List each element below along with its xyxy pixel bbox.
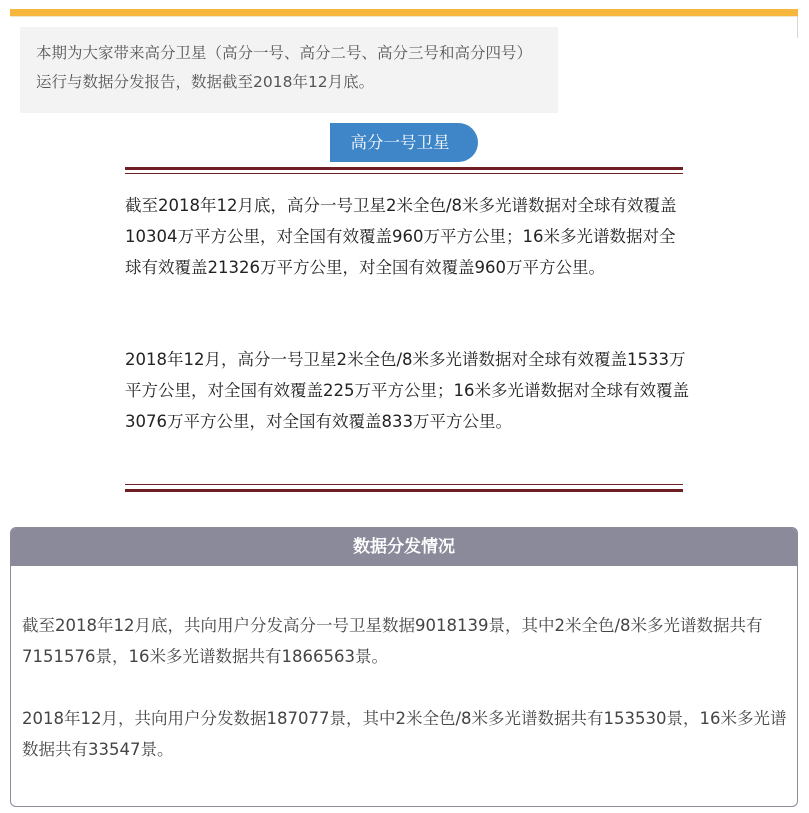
section-bottom-rule-thick	[125, 489, 683, 492]
intro-box	[20, 27, 558, 113]
section-bottom-rule-thin	[125, 484, 683, 485]
coverage-paragraph-cumulative: 截至2018年12月底，高分一号卫星2米全色/8米多光谱数据对全球有效覆盖10304万平方公里，对全国有效覆盖960万平方公里；16米多光谱数据对全球有效覆盖21326万平方公里，对全国有效覆盖960万平方公里。	[125, 196, 677, 277]
section-tab-gaofen-1	[330, 123, 478, 162]
section-top-rule-thick	[125, 167, 683, 170]
distribution-title: 数据分发情况	[353, 537, 455, 557]
section-top-rule-thin	[125, 173, 683, 174]
intro-text: 本期为大家带来高分卫星（高分一号、高分二号、高分三号和高分四号）运行与数据分发报告，数据截至2018年12月底。	[36, 44, 533, 91]
distribution-card-header	[11, 528, 797, 566]
distribution-paragraph-monthly: 2018年12月，共向用户分发数据187077景，其中2米全色/8米多光谱数据共有153530景，16米多光谱数据共有33547景。	[22, 709, 787, 759]
right-edge-divider	[797, 16, 798, 38]
section-tab-label: 高分一号卫星	[350, 133, 450, 152]
distribution-paragraph-cumulative: 截至2018年12月底，共向用户分发高分一号卫星数据9018139景，其中2米全色/8米多光谱数据共有7151576景，16米多光谱数据共有1866563景。	[22, 616, 763, 666]
top-accent-bar	[10, 9, 798, 16]
top-accent-underline	[10, 16, 798, 17]
distribution-card	[10, 527, 798, 807]
coverage-paragraph-monthly: 2018年12月，高分一号卫星2米全色/8米多光谱数据对全球有效覆盖1533万平方公里，对全国有效覆盖225万平方公里；16米多光谱数据对全球有效覆盖3076万平方公里，对全国有效覆盖833万平方公里。	[125, 350, 689, 431]
